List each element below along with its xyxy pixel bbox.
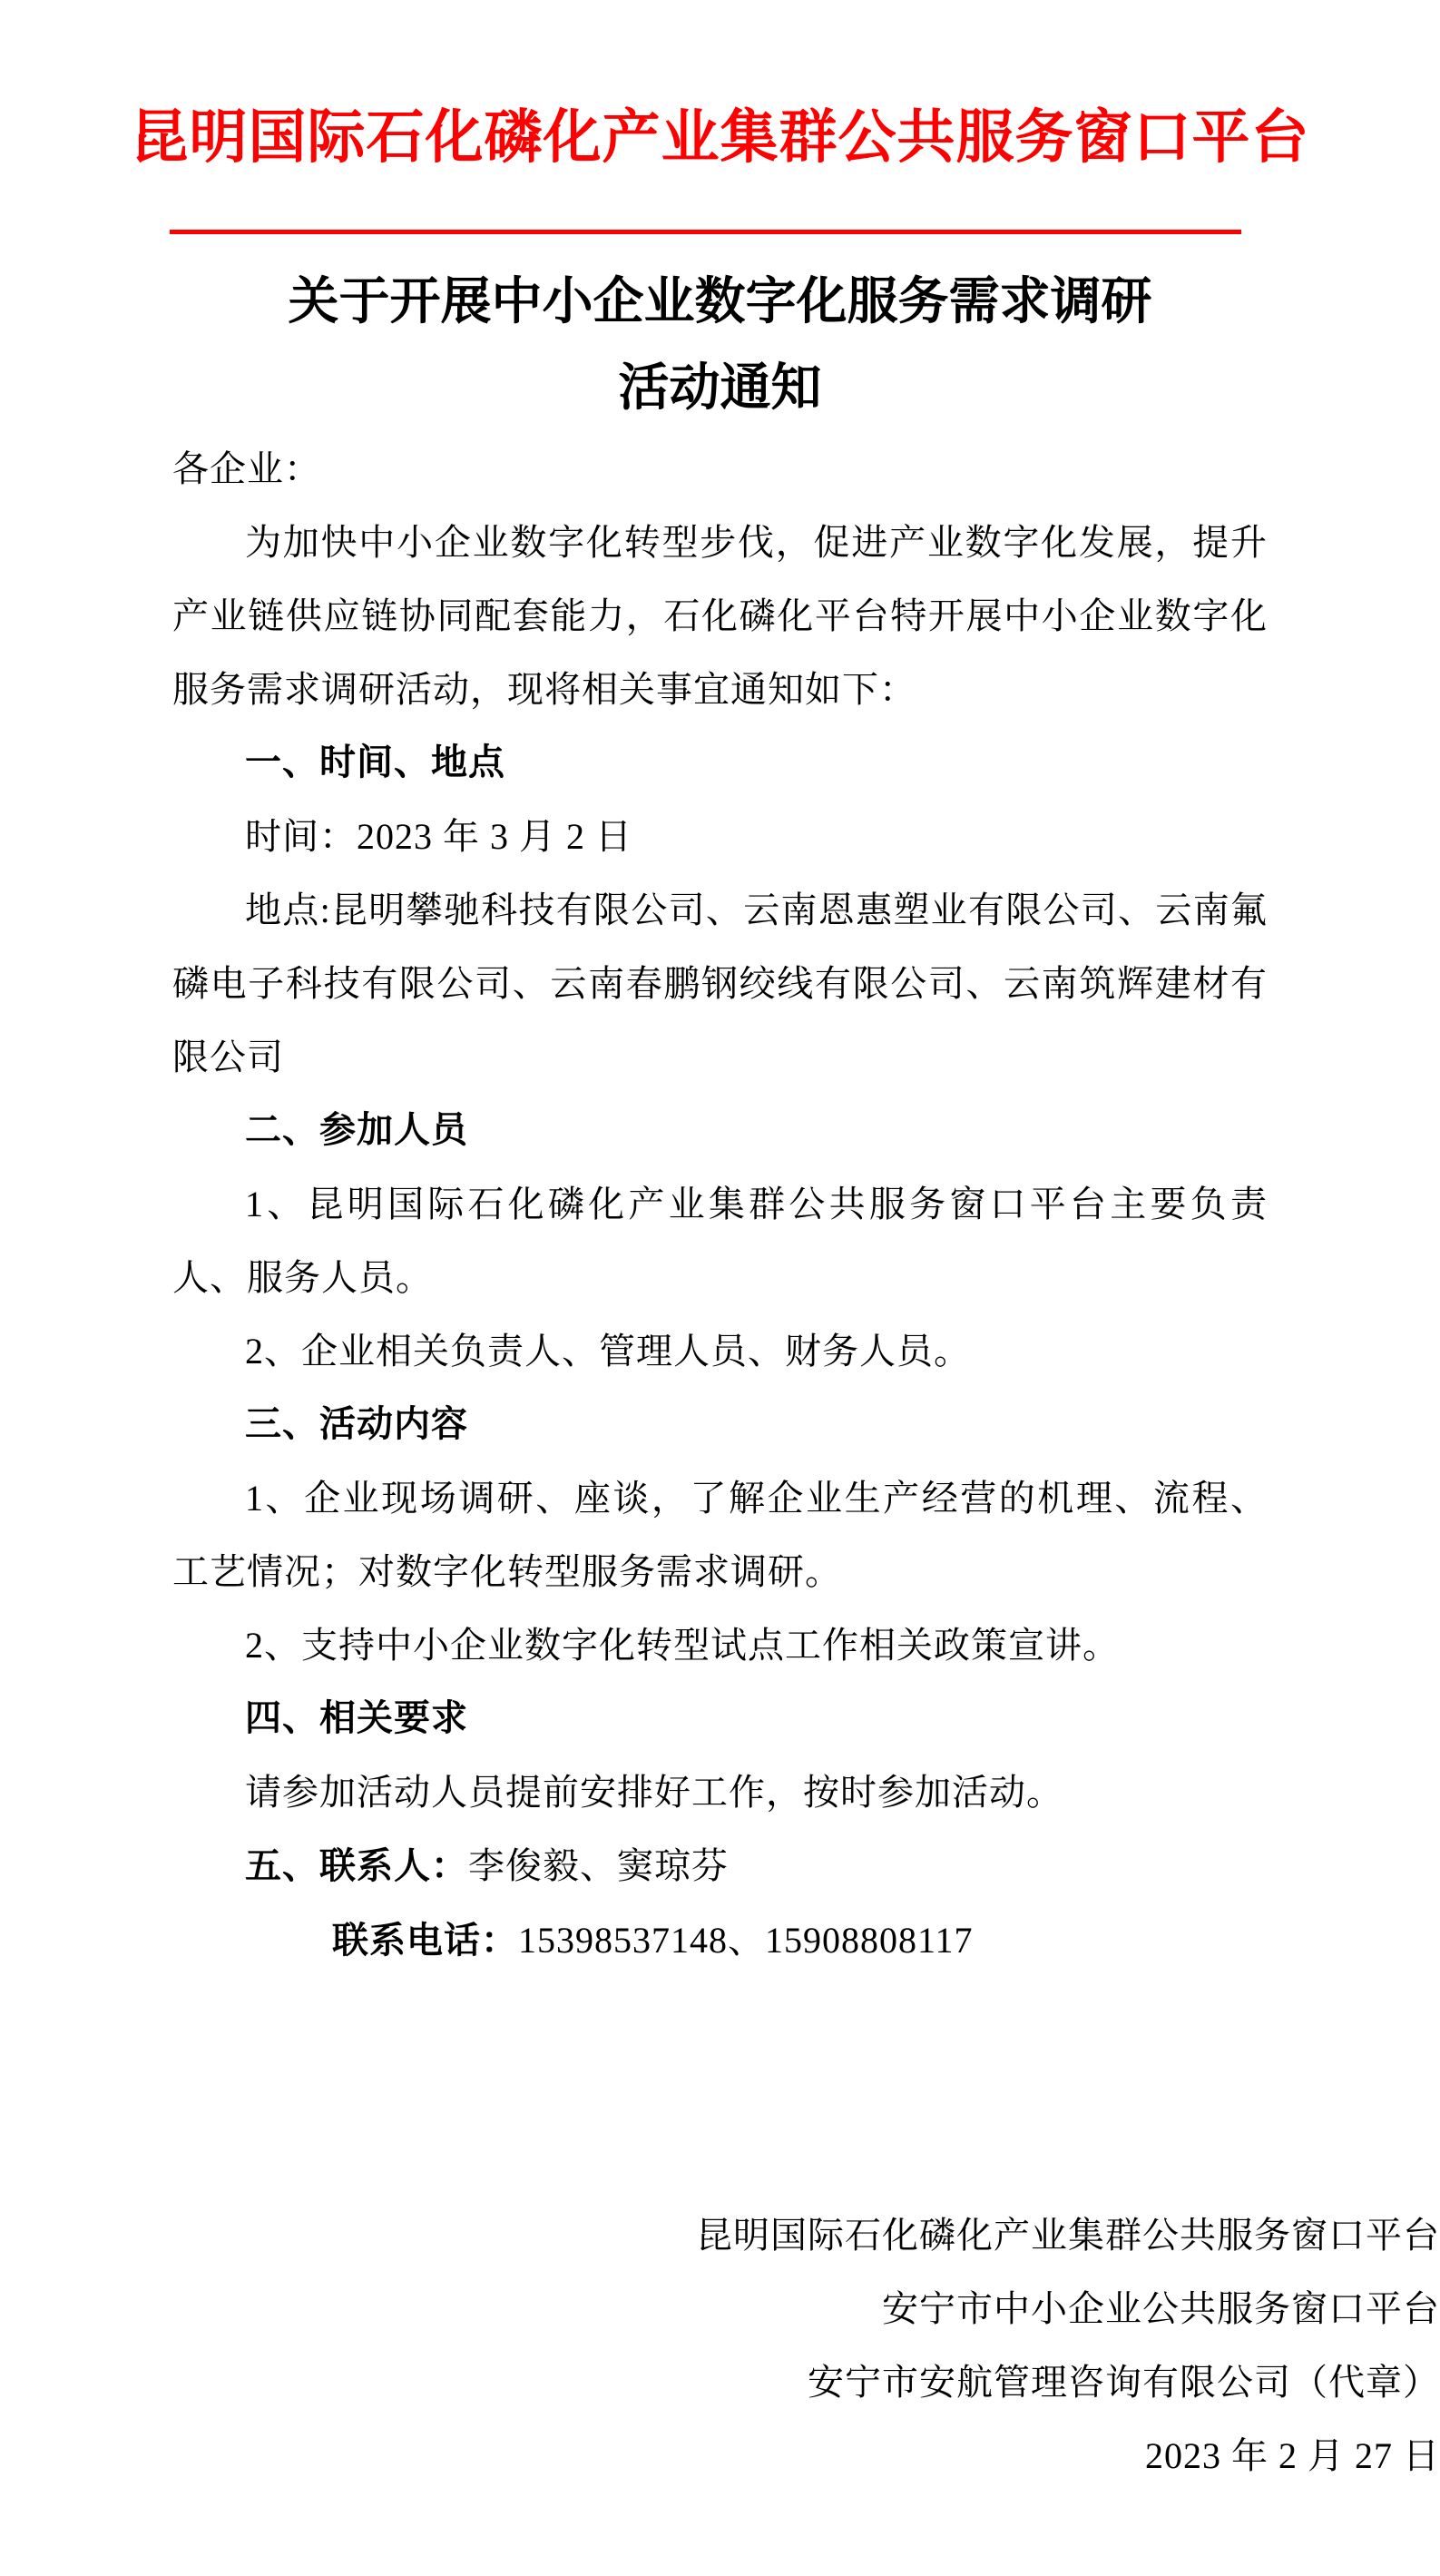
document-title-line-1: 关于开展中小企业数字化服务需求调研 (288, 274, 1152, 330)
contact-persons-names: 李俊毅、窦琼芬 (468, 1845, 729, 1886)
signature-block (0, 2198, 1440, 2492)
contact-phone-label: 联系电话： (332, 1921, 518, 1961)
masthead-divider (170, 230, 1241, 234)
section-2-item-2: 2、企业相关负责人、管理人员、财务人员。 (245, 1331, 971, 1372)
document-title (0, 260, 1440, 432)
section-1-heading: 一、时间、地点 (245, 742, 505, 782)
signer-consulting-company: 安宁市安航管理咨询有限公司（代章） (808, 2362, 1440, 2403)
issue-date: 2023 年 2 月 27 日 (1145, 2435, 1440, 2476)
section-4-requirement-line: 请参加活动人员提前安排好工作，按时参加活动。 (245, 1772, 1063, 1813)
document-title-line-2: 活动通知 (618, 360, 822, 417)
section-2-heading: 二、参加人员 (245, 1110, 468, 1150)
section-3-item-1: 1、企业现场调研、座谈，了解企业生产经营的机理、流程、工艺情况；对数字化转型服务需求调研。 (172, 1478, 1268, 1592)
section-2-item-1: 1、昆明国际石化磷化产业集群公共服务窗口平台主要负责人、服务人员。 (172, 1184, 1268, 1298)
section-1-location-line: 地点:昆明攀驰科技有限公司、云南恩惠塑业有限公司、云南氟磷电子科技有限公司、云南春鹏钢绞线有限公司、云南筑辉建材有限公司 (172, 890, 1268, 1077)
intro-paragraph: 为加快中小企业数字化转型步伐，促进产业数字化发展，提升产业链供应链协同配套能力，石化磷化平台特开展中小企业数字化服务需求调研活动，现将相关事宜通知如下： (172, 522, 1268, 710)
signer-platform: 昆明国际石化磷化产业集群公共服务窗口平台 (696, 2215, 1440, 2256)
contact-phone-numbers: 15398537148、15908808117 (518, 1920, 974, 1961)
section-3-heading: 三、活动内容 (245, 1404, 468, 1444)
salutation: 各企业： (172, 448, 321, 489)
section-3-item-2: 2、支持中小企业数字化转型试点工作相关政策宣讲。 (245, 1625, 1120, 1666)
signer-service-window: 安宁市中小企业公共服务窗口平台 (882, 2288, 1440, 2329)
contact-persons-line (172, 1829, 1268, 1903)
section-1-time-line: 时间：2023 年 3 月 2 日 (245, 816, 632, 857)
document-body (172, 432, 1268, 1978)
section-4-heading: 四、相关要求 (245, 1698, 468, 1738)
contact-persons-label: 五、联系人： (245, 1846, 468, 1886)
contact-phone-line (172, 1903, 1268, 1978)
platform-masthead: 昆明国际石化磷化产业集群公共服务窗口平台 (130, 105, 1310, 170)
